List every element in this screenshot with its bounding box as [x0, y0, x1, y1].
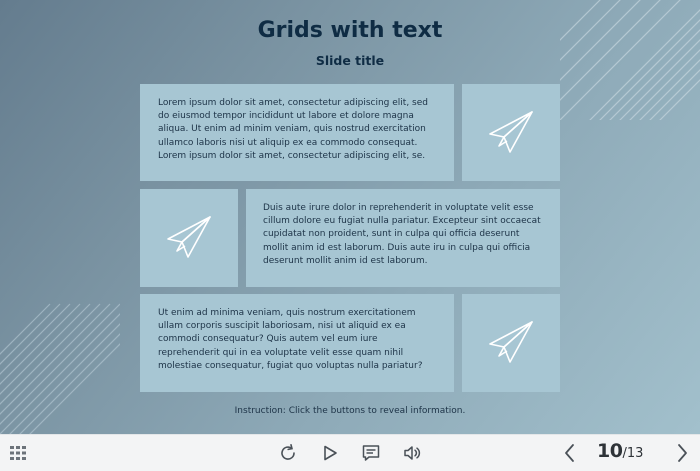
slide-subtitle: Slide title	[315, 53, 385, 68]
chevron-left-icon	[562, 443, 578, 463]
replay-icon	[278, 443, 298, 463]
grid-menu-icon	[9, 445, 27, 461]
current-page: 10	[597, 440, 623, 462]
previous-slide-button[interactable]	[556, 435, 584, 471]
page-title: Grids with text	[257, 18, 443, 43]
text-panel-1: Lorem ipsum dolor sit amet, consectetur adipiscing elit, sed do eiusmod tempor incididunt ut labore et dolore magna aliqua. Ut enim ad minim veniam, quis nostrud exercitation ullamco laboris nisi ut aliquip ex ea commodo consequat. Lorem ipsum dolor sit amet, consectetur adipiscing elit, se.	[140, 84, 454, 181]
play-icon	[321, 444, 339, 462]
volume-button[interactable]	[398, 435, 426, 471]
reveal-button-2[interactable]	[140, 189, 238, 287]
text-panel-3: Ut enim ad minima veniam, quis nostrum exercitationem ullam corporis suscipit laboriosam, nisi ut aliquid ex ea commodi consequatur? Quis autem vel eum iure reprehenderit qui in ea voluptate velit esse quam nihil molestiae consequatur, fugiat quo voluptas nulla pariatur?	[140, 294, 454, 392]
player-toolbar	[0, 434, 700, 471]
reveal-button-1[interactable]	[462, 84, 560, 181]
replay-button[interactable]	[274, 435, 302, 471]
total-pages: 13	[626, 446, 644, 461]
paper-plane-icon	[164, 213, 214, 263]
paper-plane-icon	[486, 318, 536, 368]
volume-icon	[402, 443, 422, 463]
notes-button[interactable]	[357, 435, 385, 471]
notes-icon	[361, 443, 381, 463]
menu-button[interactable]	[4, 435, 32, 471]
paper-plane-icon	[486, 108, 536, 158]
next-slide-button[interactable]	[668, 435, 696, 471]
instruction-text: Instruction: Click the buttons to reveal information.	[234, 406, 466, 416]
reveal-button-3[interactable]	[462, 294, 560, 392]
chevron-right-icon	[674, 443, 690, 463]
page-separator: /	[622, 446, 627, 461]
play-button[interactable]	[316, 435, 344, 471]
text-panel-2: Duis aute irure dolor in reprehenderit in voluptate velit esse cillum dolore eu fugiat nulla pariatur. Excepteur sint occaecat cupidatat non proident, sunt in culpa qui officia deserunt mollit anim id est laborum. Duis aute iru in culpa qui officia deserunt mollit anim id est laborum.	[246, 189, 560, 287]
page-counter	[597, 440, 643, 466]
